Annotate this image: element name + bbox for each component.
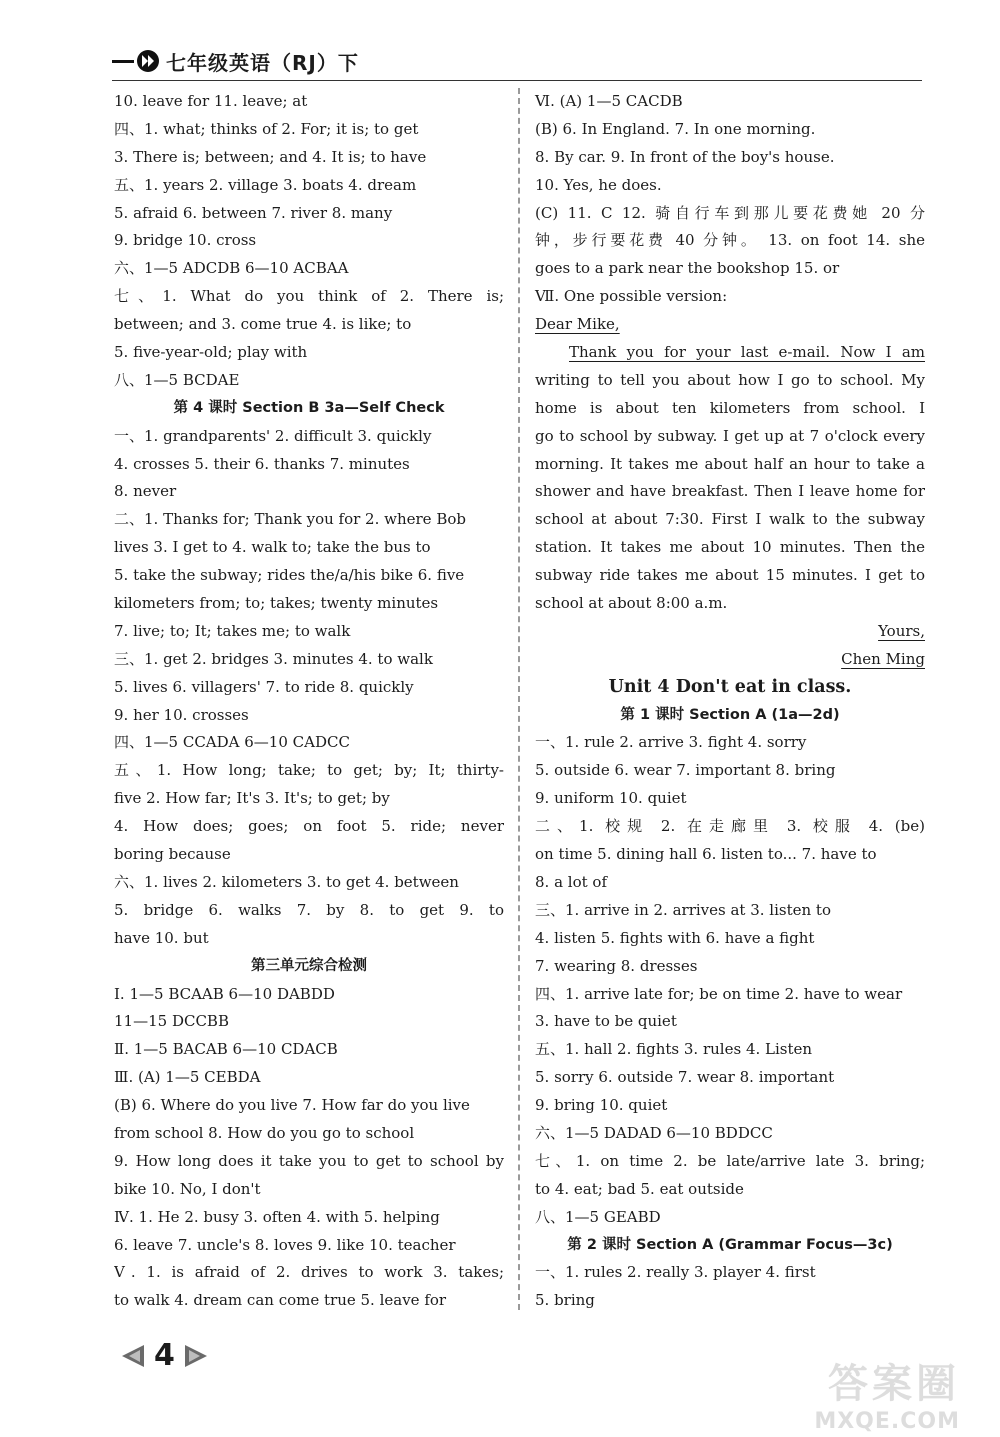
answer-line: 四、1. arrive late for; be on time 2. have to wear <box>535 984 903 1003</box>
answer-line: 五、1. years 2. village 3. boats 4. dream <box>114 175 417 194</box>
answer-line: have 10. but <box>114 928 209 947</box>
answer-line: 10. leave for 11. leave; at <box>114 92 308 110</box>
answer-line: 二、1. 校规 2. 在走廊里 3. 校服 4. (be) <box>535 817 925 836</box>
book-title: 七年级英语（RJ）下 <box>166 50 359 75</box>
answer-line: Ⅵ. (A) 1—5 CACDB <box>535 92 683 110</box>
page-number: 4 <box>154 1338 175 1373</box>
header-rule <box>112 80 922 81</box>
right-arrow-icon <box>183 1343 209 1369</box>
answer-line: 5. bring <box>535 1291 595 1310</box>
section-heading: Unit 4 Don't eat in class. <box>608 676 852 697</box>
answer-line: writing to tell you about how I go to school. My <box>535 370 925 389</box>
section-heading: 第 2 课时 Section A (Grammar Focus—3c) <box>567 1236 893 1253</box>
answer-line: morning. It takes me about half an hour to take a <box>535 454 925 473</box>
answer-line: 六、1. lives 2. kilometers 3. to get 4. between <box>114 872 459 891</box>
answer-line: 10. Yes, he does. <box>535 175 662 194</box>
answer-line: home is about ten kilometers from school. I <box>535 398 925 417</box>
answer-line: 钟，步行要花费 40 分钟。 13. on foot 14. she <box>535 231 925 250</box>
answer-line: 9. How long does it take you to get to school by <box>114 1151 504 1170</box>
answer-line: 一、1. rule 2. arrive 3. fight 4. sorry <box>535 733 807 752</box>
answer-line: 5. outside 6. wear 7. important 8. bring <box>535 761 836 780</box>
answer-line: 3. have to be quiet <box>535 1012 677 1031</box>
answer-line: (C) 11. C 12. 骑自行车到那儿要花费她 20 分 <box>535 203 925 222</box>
answer-line: goes to a park near the bookshop 15. or <box>535 259 840 278</box>
answer-line: to 4. eat; bad 5. eat outside <box>535 1179 744 1198</box>
answer-line: school at about 8:00 a.m. <box>535 594 728 613</box>
answer-line: Dear Mike, <box>535 315 620 334</box>
section-heading: 第 4 课时 Section B 3a—Self Check <box>173 399 445 416</box>
answer-line: on time 5. dining hall 6. listen to... 7. have to <box>535 845 877 864</box>
answer-line: 7. live; to; It; takes me; to walk <box>114 621 351 640</box>
answer-line: lives 3. I get to 4. walk to; take the bus to <box>114 538 431 557</box>
answer-line: 9. uniform 10. quiet <box>535 789 687 808</box>
answer-line: 七、1. on time 2. be late/arrive late 3. bring; <box>535 1151 925 1170</box>
answer-line: 六、1—5 DADAD 6—10 BDDCC <box>535 1123 773 1142</box>
answer-line: 8. never <box>114 482 177 501</box>
answer-line: 八、1—5 BCDAE <box>114 370 240 389</box>
fast-forward-logo-icon <box>136 49 160 73</box>
answer-line: 一、1. grandparents' 2. difficult 3. quickly <box>114 426 432 445</box>
answer-line: (B) 6. Where do you live 7. How far do you live <box>114 1096 470 1115</box>
answer-line: Ⅶ. One possible version: <box>535 287 728 306</box>
answer-line: 7. wearing 8. dresses <box>535 956 698 975</box>
answer-line: 6. leave 7. uncle's 8. loves 9. like 10. teacher <box>114 1235 456 1254</box>
answer-line: 9. bring 10. quiet <box>535 1096 668 1115</box>
answer-line: 三、1. get 2. bridges 3. minutes 4. to walk <box>114 649 433 668</box>
answer-line: 5. take the subway; rides the/a/his bike 6. five <box>114 566 465 585</box>
answer-line: 三、1. arrive in 2. arrives at 3. listen to <box>535 900 831 919</box>
answer-line: 五、1. hall 2. fights 3. rules 4. Listen <box>535 1040 813 1059</box>
answer-line: 六、1—5 ADCDB 6—10 ACBAA <box>114 259 349 278</box>
answer-line: 9. her 10. crosses <box>114 705 249 724</box>
answer-line: Ⅳ. 1. He 2. busy 3. often 4. with 5. helping <box>114 1207 440 1226</box>
answer-line: go to school by subway. I get up at 7 o'clock every <box>535 426 925 445</box>
answer-line: 8. a lot of <box>535 872 607 891</box>
answer-line: 5. bridge 6. walks 7. by 8. to get 9. to <box>114 900 504 919</box>
page-number-block <box>120 1338 209 1373</box>
answer-line: five 2. How far; It's 3. It's; to get; by <box>114 789 390 808</box>
answer-line: (B) 6. In England. 7. In one morning. <box>535 119 816 138</box>
section-heading: 第 1 课时 Section A (1a—2d) <box>620 706 840 723</box>
answer-line: 5. sorry 6. outside 7. wear 8. important <box>535 1068 835 1087</box>
answer-line: 二、1. Thanks for; Thank you for 2. where Bob <box>114 510 466 529</box>
answer-line: Ⅲ. (A) 1—5 CEBDA <box>114 1068 261 1087</box>
answer-line: Yours, <box>878 621 925 640</box>
answer-line: Ⅴ. 1. is afraid of 2. drives to work 3. takes; <box>114 1263 504 1282</box>
answer-line: 11—15 DCCBB <box>114 1012 229 1031</box>
answer-line: Ⅰ. 1—5 BCAAB 6—10 DABDD <box>114 984 335 1003</box>
answer-line: Ⅱ. 1—5 BACAB 6—10 CDACB <box>114 1040 338 1059</box>
answer-line: boring because <box>114 845 231 864</box>
answer-line: from school 8. How do you go to school <box>114 1123 415 1142</box>
answer-line: 一、1. rules 2. really 3. player 4. first <box>535 1263 816 1282</box>
watermark <box>710 1352 960 1432</box>
answer-line: 四、1—5 CCADA 6—10 CADCC <box>114 733 350 752</box>
answer-line: station. It takes me about 10 minutes. Then the <box>535 538 925 557</box>
answer-line: 3. There is; between; and 4. It is; to have <box>114 147 427 166</box>
answer-line: 9. bridge 10. cross <box>114 231 257 250</box>
header-dash <box>112 60 134 63</box>
answer-line: Chen Ming <box>841 649 925 668</box>
left-column <box>114 88 504 1315</box>
answer-line: between; and 3. come true 4. is like; to <box>114 315 412 334</box>
answer-line: kilometers from; to; takes; twenty minutes <box>114 594 439 613</box>
answer-line: bike 10. No, I don't <box>114 1179 261 1198</box>
answer-line: 4. listen 5. fights with 6. have a fight <box>535 928 815 947</box>
answer-line: 5. five-year-old; play with <box>114 343 308 362</box>
answer-line: to walk 4. dream can come true 5. leave for <box>114 1291 447 1310</box>
answer-line: 8. By car. 9. In front of the boy's house. <box>535 147 835 166</box>
answer-line: 4. crosses 5. their 6. thanks 7. minutes <box>114 454 410 473</box>
answer-line: 5. afraid 6. between 7. river 8. many <box>114 203 393 222</box>
answer-line: 八、1—5 GEABD <box>535 1207 661 1226</box>
watermark-url: MXQE.COM <box>814 1409 960 1434</box>
column-divider <box>518 88 520 1310</box>
left-arrow-icon <box>120 1343 146 1369</box>
answer-line: subway ride takes me about 15 minutes. I get to <box>535 566 925 585</box>
answer-line: shower and have breakfast. Then I leave home for <box>535 482 925 501</box>
answer-line: Thank you for your last e-mail. Now I am <box>569 343 925 362</box>
answer-line: 七、1. What do you think of 2. There is; <box>114 287 504 306</box>
answer-line: 四、1. what; thinks of 2. For; it is; to get <box>114 119 419 138</box>
watermark-logo-text: 答案圈 <box>828 1361 960 1407</box>
answer-line: 4. How does; goes; on foot 5. ride; never <box>114 817 504 836</box>
answer-line: 5. lives 6. villagers' 7. to ride 8. quickly <box>114 677 414 696</box>
answer-line: school at about 7:30. First I walk to the subway <box>535 510 925 529</box>
section-heading: 第三单元综合检测 <box>251 957 367 974</box>
page-header <box>112 44 359 78</box>
answer-line: 五、1. How long; take; to get; by; It; thirty- <box>114 761 504 780</box>
right-column <box>535 88 925 1315</box>
